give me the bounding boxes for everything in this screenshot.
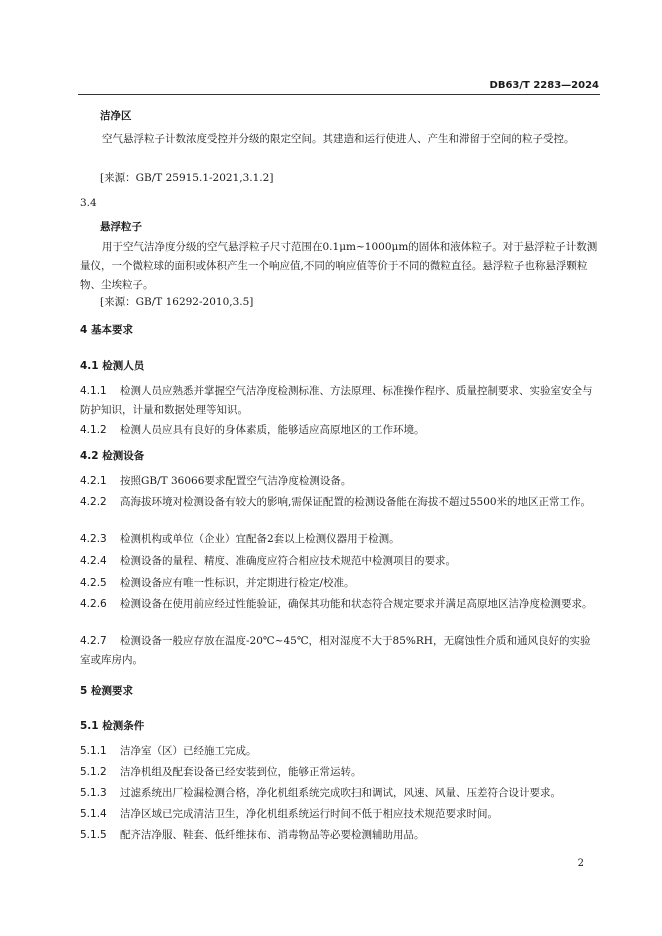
clause-text: 检测机构或单位（企业）宜配备2套以上检测仪器用于检测。	[120, 533, 400, 545]
clause-item	[80, 763, 600, 782]
clause-item	[80, 805, 600, 824]
term-definition: 空气悬浮粒子计数浓度受控并分级的限定空间。其建造和运行使进人、产生和滞留于空间的粒子受控。	[102, 133, 575, 145]
section-heading: 4 基本要求	[80, 324, 133, 336]
clause-number: 4.1.2	[80, 424, 107, 436]
clause-item	[80, 382, 600, 420]
subsection-heading: 4.2 检测设备	[80, 450, 145, 462]
clause-number: 5.1.1	[80, 745, 107, 757]
term-title: 悬浮粒子	[100, 221, 142, 233]
clause-number: 5.1.4	[80, 808, 107, 820]
term-source: [来源：GB/T 16292-2010,3.5]	[100, 296, 254, 308]
term-definition: 用于空气洁净度分级的空气悬浮粒子尺寸范围在0.1μm~1000μm的固体和液体粒子。对于悬浮粒子计数测量仪，一个微粒球的面积或体积产生一个响应值,不同的响应值等价于不同的微粒直径。悬浮粒子也称悬浮颗粒物、尘埃粒子。	[80, 241, 598, 291]
clause-text: 检测设备一般应存放在温度-20℃~45℃，相对湿度不大于85%RH，无腐蚀性介质和通风良好的实验室或库房内。	[80, 635, 591, 666]
clause-number: 5.1.5	[80, 829, 107, 841]
clause-number: 4.2.3	[80, 533, 107, 545]
clause-item	[80, 784, 600, 803]
clause-text: 过滤系统出厂检漏检测合格，净化机组系统完成吹扫和调试，风速、风量、压差符合设计要求。	[120, 787, 561, 799]
clause-number: 4.2.4	[80, 555, 107, 567]
subsection-heading: 4.1 检测人员	[80, 360, 145, 372]
clause-text: 配齐洁净服、鞋套、低纤维抹布、消毒物品等必要检测辅助用品。	[120, 829, 425, 841]
subsection-heading: 5.1 检测条件	[80, 720, 145, 732]
clause-text: 检测设备的量程、精度、准确度应符合相应技术规范中检测项目的要求。	[120, 555, 456, 567]
clause-number: 4.2.1	[80, 475, 107, 487]
clause-item	[80, 742, 600, 761]
term-source: [来源：GB/T 25915.1-2021,3.1.2]	[100, 172, 274, 184]
term-number: 3.4	[80, 197, 97, 209]
clause-number: 5.1.2	[80, 766, 107, 778]
clause-text: 检测设备应有唯一性标识，并定期进行检定/校准。	[120, 577, 355, 589]
clause-number: 4.2.2	[80, 496, 107, 508]
clause-text: 按照GB/T 36066要求配置空气洁净度检测设备。	[120, 475, 352, 487]
clause-text: 检测人员应熟悉并掌握空气洁净度检测标准、方法原理、标准操作程序、质量控制要求、实验室安全与防护知识，计量和数据处理等知识。	[80, 385, 593, 416]
clause-text: 高海拔环境对检测设备有较大的影响,需保证配置的检测设备能在海拔不超过5500米的地区正常工作。	[120, 496, 592, 508]
clause-text: 洁净室（区）已经施工完成。	[120, 745, 257, 757]
clause-item	[80, 530, 600, 549]
clause-item	[80, 574, 600, 593]
clause-number: 4.1.1	[80, 385, 107, 397]
clause-number: 4.2.6	[80, 598, 107, 610]
clause-item	[80, 595, 600, 614]
clause-number: 5.1.3	[80, 787, 107, 799]
page-number: 2	[577, 858, 584, 869]
clause-item	[80, 632, 600, 670]
clause-item	[80, 472, 600, 491]
section-heading: 5 检测要求	[80, 685, 133, 697]
clause-item	[80, 493, 600, 512]
clause-item	[80, 421, 600, 440]
header-divider	[78, 94, 600, 95]
clause-text: 检测设备在使用前应经过性能验证，确保其功能和状态符合规定要求并满足高原地区洁净度检测要求。	[120, 598, 593, 610]
clause-text: 检测人员应具有良好的身体素质，能够适应高原地区的工作环境。	[120, 424, 425, 436]
clause-item	[80, 826, 600, 845]
clause-item	[80, 552, 600, 571]
clause-number: 4.2.5	[80, 577, 107, 589]
clause-text: 洁净区域已完成清洁卫生，净化机组系统运行时间不低于相应技术规范要求时间。	[120, 808, 498, 820]
clause-number: 4.2.7	[80, 635, 107, 647]
document-id: DB63/T 2283—2024	[489, 80, 599, 91]
term-title: 洁净区	[100, 110, 132, 122]
clause-text: 洁净机组及配套设备已经安装到位，能够正常运转。	[120, 766, 362, 778]
